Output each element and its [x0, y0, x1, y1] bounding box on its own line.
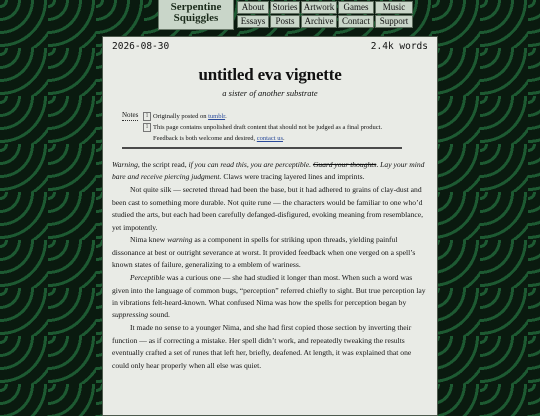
story-paragraph: [112, 234, 428, 271]
text-span: Claws were tracing layered lines and imprints.: [221, 172, 365, 182]
emphasis-text: Lay your mind bare and receive piercing judgment.: [112, 160, 425, 182]
emphasis-text: warning: [167, 235, 193, 245]
story-paragraph: It made no sense to a younger Nima, and she had first copied those section by inverting their function — as if correcting a mistake. Her spell didn’t work, and repeatedly tweaking the results eventually crafted a set of runes that left her, briefly, deafened. At length, it was explained that one could only hear properly when all else was quiet.: [112, 323, 412, 370]
notes-section: [122, 111, 408, 144]
site-header: [158, 0, 413, 30]
post-subtitle: a sister of another substrate: [222, 88, 318, 98]
note-number-badge: 1: [143, 112, 151, 121]
text-span: .: [376, 160, 381, 169]
note-number-badge: 1: [143, 123, 151, 132]
nav-posts[interactable]: Posts: [270, 15, 300, 28]
struck-text: Guard your thoughts: [312, 160, 377, 169]
story-paragraph: Not quite silk — secreted thread had been the base, but it had adhered to grains of clay-dust and been cast to something more durable. Not quite rune — the characters would be familiar to one who’d studied the arts, but each had been carefully defanged-disfigured, evoking meaning from resemblance, yet impotently.: [112, 185, 424, 232]
nav-artwork[interactable]: Artwork: [301, 1, 337, 14]
text-span: , the script read,: [137, 160, 189, 169]
nav-support[interactable]: Support: [375, 15, 413, 28]
story-paragraph: [112, 159, 428, 184]
story-body: [103, 149, 437, 372]
site-logo[interactable]: [158, 0, 234, 30]
contact-us-link[interactable]: contact us: [256, 135, 283, 142]
tumblr-link[interactable]: tumblr: [208, 113, 226, 120]
note-text: This page contains unpolished draft content that should not be judged as a final product. Feedback is both welcome and desired,: [153, 124, 383, 142]
logo-line-2: Squiggles: [173, 12, 219, 24]
nav-music[interactable]: Music: [375, 1, 413, 14]
text-span: as a component in spells for striking upon threads, yielding painful dissonance at best or outright severance at worst. It provided feedback when one verged on a spell’s known states of failure, generalizing to a emblem of wariness.: [112, 235, 416, 270]
post-title: untitled eva vignette: [198, 65, 342, 84]
emphasis-text: Warning: [112, 160, 138, 169]
note-text-end: .: [282, 135, 285, 142]
text-span: sound.: [148, 310, 170, 320]
nav-about[interactable]: About: [237, 1, 269, 14]
post-date: 2026-08-30: [112, 41, 170, 52]
nav-games[interactable]: Games: [338, 1, 374, 14]
nav-archive[interactable]: Archive: [301, 15, 337, 28]
notes-label[interactable]: Notes: [122, 111, 139, 119]
emphasis-text: suppressing: [112, 310, 149, 320]
story-paragraph: [112, 272, 428, 322]
note-item: [122, 111, 408, 122]
main-nav: [237, 1, 413, 30]
post-meta: [103, 37, 437, 52]
nav-stories[interactable]: Stories: [270, 1, 300, 14]
nav-essays[interactable]: Essays: [237, 15, 269, 28]
word-count: 2.4k words: [370, 41, 428, 52]
logo-line-1: Serpentine: [170, 1, 222, 13]
post-container: [102, 36, 438, 416]
text-span: was a curious one — she had studied it longer than most. When such a word was given into the language of common bugs, “perception” referred chiefly to sight. But true perception lay in vibrations felt-heard-known. What confused Nima was how the spells for perception began by: [112, 273, 426, 307]
emphasis-text: Perceptible: [130, 273, 165, 283]
note-text-end: .: [225, 113, 227, 120]
emphasis-text: if you can read this, you are perceptible.: [188, 160, 312, 169]
nav-contact[interactable]: Contact: [338, 15, 374, 28]
text-span: Nima knew: [130, 235, 168, 245]
note-text: Originally posted on: [153, 113, 209, 120]
note-item: [122, 122, 408, 144]
